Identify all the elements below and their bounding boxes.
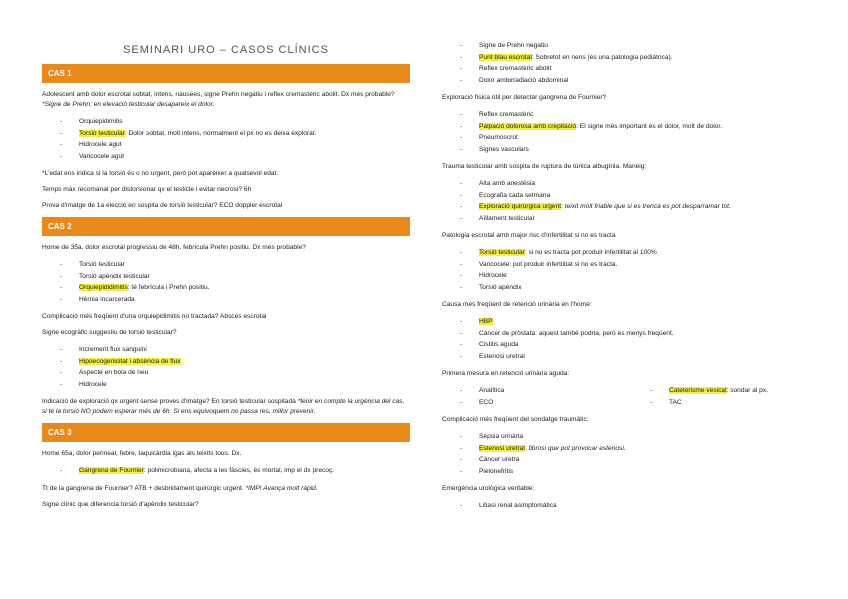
list-item: - Orquiepidimitis bbox=[42, 116, 410, 128]
fournier-options bbox=[442, 109, 822, 155]
infertilitat-options bbox=[442, 247, 822, 293]
list-item: - Reflex cremastèric bbox=[442, 109, 822, 121]
list-item: - Dolor ambirradiació abdominal bbox=[442, 75, 822, 87]
list-item: - Hipoecogenicitat i absència de flux bbox=[42, 356, 410, 368]
list-item: - Varicocele: pot produir infertilitat si no es tracta. bbox=[442, 259, 822, 271]
case-2-question-1: Complicació més freqüent d'una orquiepidimitis no tractada? Abscés escrotal bbox=[42, 313, 267, 320]
list-item: - Torsió testicular: Dolor sobtat, molt intens, normalment el px no es deixa explorar. bbox=[42, 128, 410, 140]
case-3-options bbox=[42, 465, 410, 477]
case-3-header: CAS 3 bbox=[42, 423, 410, 442]
retencio-options bbox=[442, 316, 822, 362]
list-item: - Cistitis aguda bbox=[442, 339, 822, 351]
list-item: - Pielonefritis bbox=[442, 466, 822, 478]
case-1-note-1: *L'edat ens indica si la torsió és o no urgent, però pot aparèixer a qualsevol edat. bbox=[42, 170, 279, 177]
list-item: - Litiasi renal asimptomàtica bbox=[442, 500, 822, 512]
list-item: - HBP bbox=[442, 316, 822, 328]
trauma-options bbox=[442, 178, 822, 224]
case-3-intro: Home 65a, dolor perineal, febre, taquicàrdia igas als teixits tous. Dx. bbox=[42, 450, 242, 457]
case-1-note-2: Temps màx recomanat per distorsionar qx el testicle i evitar necrosi? 6h bbox=[42, 186, 252, 193]
primera-mesura-options bbox=[442, 385, 822, 415]
list-item: - Varicocele agut bbox=[42, 151, 410, 163]
list-item: - Ecografia cada setmana bbox=[442, 190, 822, 202]
question-fournier: Exploració física útil per detectar gangrena de Fournier? bbox=[442, 94, 607, 101]
list-item: - Gangrena de Fournier: polimicrobiana, afecta a les fàscies, és mortal, imp el dx precoç. bbox=[42, 465, 410, 477]
list-item: - Signe de Prehn negatiu bbox=[442, 40, 822, 52]
list-item: - Aspecte en bola de neu bbox=[42, 367, 410, 379]
case-2-options bbox=[42, 259, 410, 305]
case-2-header: CAS 2 bbox=[42, 217, 410, 236]
list-item: - Alta amb anestèsia bbox=[442, 178, 822, 190]
case-2-question-2: Signe ecogràfic suggestiu de torsió testicular? bbox=[42, 329, 177, 336]
primera-mesura-left bbox=[442, 385, 632, 408]
emergencia-options bbox=[442, 500, 822, 512]
question-sondatge: Complicació més freqüent del sondatge traumàtic: bbox=[442, 416, 589, 423]
primera-mesura-right bbox=[632, 385, 822, 408]
list-item: - Sèpsia urinària bbox=[442, 431, 822, 443]
list-item: - Estenosi uretral bbox=[442, 351, 822, 363]
question-infertilitat: Patologia escrotal amb major risc d'infertilitat si no es tracta bbox=[442, 232, 616, 239]
sondatge-options bbox=[442, 431, 822, 477]
list-item: - Punt blau escrotal: Sobretot en nens (és una patologia pediàtrica). bbox=[442, 52, 822, 64]
case-1-intro: Adolescent amb dolor escrotal sobtat, intens, nàusees, signe Prehn negatiu i reflex cremastèric abolit. Dx més probable? *Signe de Prehn: en elevació testicular desapareix el dolor. bbox=[42, 91, 395, 108]
list-item: - Aïllament testicular bbox=[442, 213, 822, 225]
case-2-question-3: Indicació de exploració qx urgent sense proves d'imatge? En torsió testicular sospitada *tenir en compte la urgència del cas, si té la torsió NO podem esperar més de 6h. Si ens equivoquem no passa res, millor prevenir. bbox=[42, 398, 405, 415]
list-item: - Hidrocele bbox=[42, 379, 410, 391]
list-item: - Orquiepididimitis: té febrícula i Prehn positiu. bbox=[42, 282, 410, 294]
list-item: - Palpació dolorosa amb crepitació: El signe més important és el dolor, molt de dolor. bbox=[442, 121, 822, 133]
question-primera-mesura: Primera mesura en retenció urinària aguda: bbox=[442, 370, 570, 377]
question-emergencia: Emergència urològica veritable: bbox=[442, 485, 535, 492]
list-item: - Reflex cremastèric abolit bbox=[442, 63, 822, 75]
list-item: - Hèrnia incarcerada bbox=[42, 294, 410, 306]
question-retencio: Causa més freqüent de retenció urinària en l'home: bbox=[442, 301, 592, 308]
case-3-question-2: Signe clínic que diferencia torsió d'apèndix testicular? bbox=[42, 500, 199, 508]
list-item: - Hidrocele bbox=[442, 270, 822, 282]
list-item: - Increment flux sanguini bbox=[42, 344, 410, 356]
list-item: - Càncer de pròstata: aquest també podria, però és menys freqüent. bbox=[442, 328, 822, 340]
list-item: - TAC bbox=[632, 397, 822, 409]
case-2-intro: Home de 35a, dolor escrotal progressiu de 48h, febrícula Prehn positiu. Dx més probable? bbox=[42, 244, 306, 251]
page-title: SEMINARI URO – CASOS CLÍNICS bbox=[123, 44, 329, 56]
list-item: - Torsió apèndix bbox=[442, 282, 822, 294]
right-column bbox=[442, 40, 822, 519]
list-item: - ECO bbox=[442, 397, 632, 409]
list-item: - Estenosi uretral: fibrosi que pot provocar estenosi. bbox=[442, 443, 822, 455]
case-2-options-2 bbox=[42, 344, 410, 390]
list-item: - Signes vasculars bbox=[442, 144, 822, 156]
apendix-options bbox=[442, 40, 822, 86]
case-1-options bbox=[42, 116, 410, 162]
list-item: - Torsió testicular: si no es tracta pot produir infertilitat al 100% bbox=[442, 247, 822, 259]
list-item: - Càncer uretra bbox=[442, 454, 822, 466]
case-1-note-3: Prova d'imatge de 1a elecció en sospita de torsió testicular? ECO doppler escrotal bbox=[42, 202, 283, 209]
list-item: - Torsió apèndix testicular bbox=[42, 271, 410, 283]
list-item: - Analítica bbox=[442, 385, 632, 397]
list-item: - Pneumoscrot bbox=[442, 132, 822, 144]
list-item: - Hidrocele agut bbox=[42, 139, 410, 151]
list-item: - Torsió testicular bbox=[42, 259, 410, 271]
list-item: - Cateterisme vesical: sondar al px. bbox=[632, 385, 822, 397]
list-item: - Exploració quirúrgica urgent: teixit molt friable que si es trenca es pot desparramar tot. bbox=[442, 201, 822, 213]
question-trauma: Trauma testicular amb sospita de ruptura de túnica albugínia. Maneig: bbox=[442, 163, 647, 170]
case-1-header: CAS 1 bbox=[42, 64, 410, 83]
case-3-question-1: Tt de la gangrena de Fournier? ATB + desbridament quirúrgic urgent. *IMP! Avança molt ràpid. bbox=[42, 484, 318, 492]
left-column bbox=[42, 0, 410, 516]
